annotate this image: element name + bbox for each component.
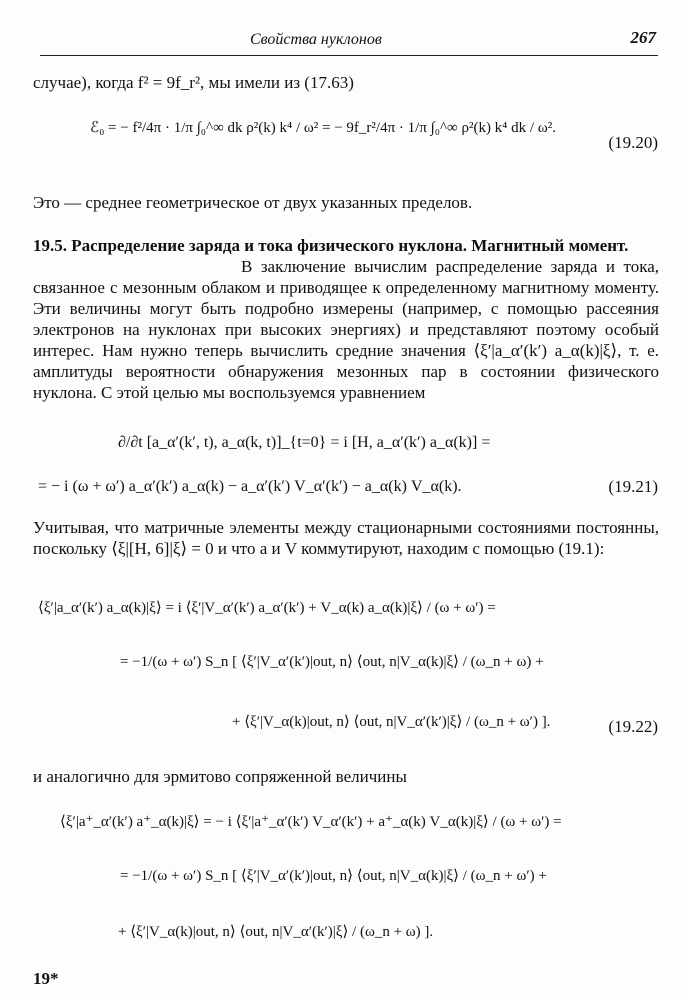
- equation-number-19-22: (19.22): [608, 717, 658, 736]
- equation-number-19-21: (19.21): [608, 477, 658, 496]
- text-line-3: Учитывая, что матричные элементы между стационарными состояниями постоянны, поскольку ⟨ξ|[H, 6]|ξ⟩ = 0 и что a и V коммутируют, находим с помощью (19.1):: [33, 518, 659, 558]
- equation-19-23-line1: ⟨ξ′|a⁺_α′(k′) a⁺_α(k)|ξ⟩ = − i ⟨ξ′|a⁺_α′(k′) V_α′(k′) + a⁺_α(k) V_α(k)|ξ⟩ / (ω + ω′) =: [60, 814, 562, 830]
- equation-19-22-line1: ⟨ξ′|a_α′(k′) a_α(k)|ξ⟩ = i ⟨ξ′|V_α′(k′) a_α′(k′) + V_α(k) a_α(k)|ξ⟩ / (ω + ω′) =: [38, 600, 496, 616]
- equation-19-23-line3: + ⟨ξ′|V_α(k)|out, n⟩ ⟨out, n|V_α′(k′)|ξ⟩ / (ω_n + ω) ].: [118, 924, 434, 940]
- header-title: Свойства нуклонов: [250, 31, 382, 48]
- signature-mark: 19*: [33, 969, 59, 988]
- running-header: [40, 25, 658, 56]
- text-line-4: и аналогично для эрмитово сопряженной величины: [33, 767, 407, 786]
- equation-19-20: ℰ₀ = − f²/4π · 1/π ∫₀^∞ dk ρ²(k) k⁴ / ω² = − 9f_r²/4π · 1/π ∫₀^∞ ρ²(k) k⁴ dk / ω².: [90, 120, 556, 136]
- page-number: 267: [630, 28, 656, 47]
- equation-19-21-line2: = − i (ω + ω′) a_α′(k′) a_α(k) − a_α′(k′) V_α′(k′) − a_α(k) V_α(k).: [38, 478, 462, 495]
- section-title: 19.5. Распределение заряда и тока физического нуклона. Магнитный момент.: [33, 236, 629, 255]
- equation-number-19-20: (19.20): [608, 133, 658, 152]
- equation-19-22-line3: + ⟨ξ′|V_α(k)|out, n⟩ ⟨out, n|V_α′(k′)|ξ⟩ / (ω_n + ω′) ].: [232, 714, 551, 730]
- equation-19-23-line2: = −1/(ω + ω′) S_n [ ⟨ξ′|V_α′(k′)|out, n⟩ ⟨out, n|V_α(k)|ξ⟩ / (ω_n + ω′) +: [120, 868, 547, 884]
- text-line-1: случае), когда f² = 9f_r², мы имели из (17.63): [33, 73, 354, 92]
- equation-19-22-line2: = −1/(ω + ω′) S_n [ ⟨ξ′|V_α′(k′)|out, n⟩ ⟨out, n|V_α(k)|ξ⟩ / (ω_n + ω) +: [120, 654, 544, 670]
- text-line-2: Это — среднее геометрическое от двух указанных пределов.: [33, 193, 473, 212]
- section-body: В заключение вычислим распределение заряда и тока, связанное с мезонным облаком и приводящее к определенному магнитному моменту. Эти величины могут быть подробно измерены (например, с помощью рассеяния электронов на нуклонах при высоких энергиях) и представляют поэтому особый интерес. Нам нужно теперь вычислить средние значения ⟨ξ′|a_α′(k′) a_α(k)|ξ⟩, т. е. амплитуды вероятности обнаружения мезонных пар в состоянии физического нуклона. С этой целью мы воспользуемся уравнением: [33, 257, 659, 402]
- equation-19-21-line1: ∂/∂t [a_α′(k′, t), a_α(k, t)]_{t=0} = i [H, a_α′(k′) a_α(k)] =: [118, 434, 491, 451]
